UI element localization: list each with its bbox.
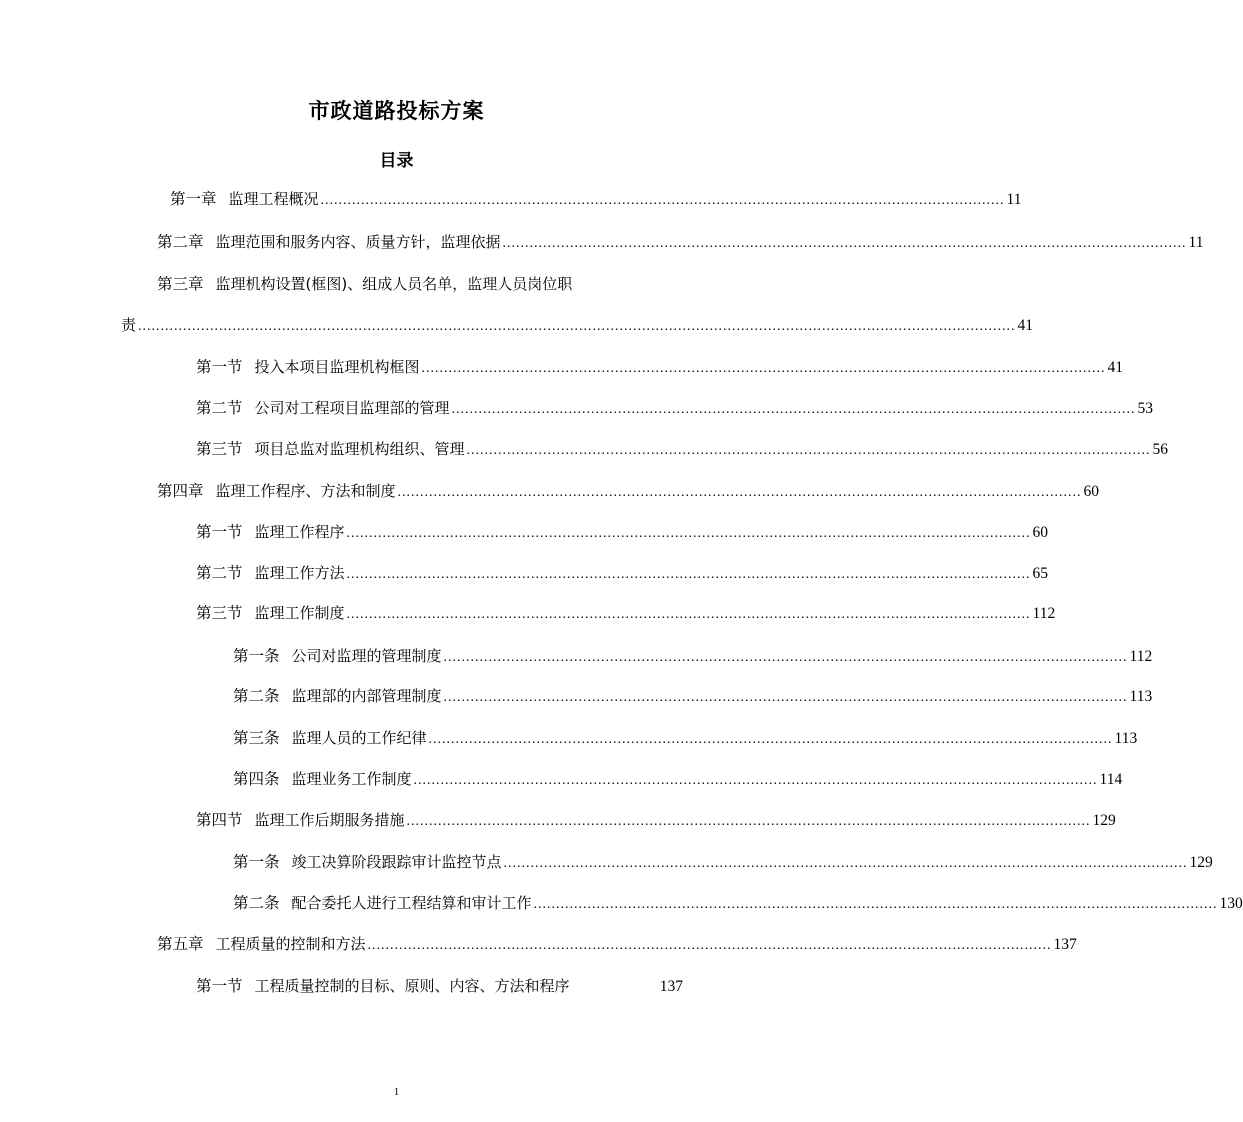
toc-entry-label: 第二条: [233, 687, 280, 705]
toc-entry-text: 公司对监理的管理制度: [291, 647, 442, 665]
toc-entry-chapter-4[interactable]: [157, 479, 1100, 503]
toc-entry-text: 工程质量控制的目标、原则、内容、方法和程序: [254, 977, 570, 995]
toc-entry-chapter-3-continued[interactable]: [121, 314, 1034, 338]
toc-entry-text: 监理工作后期服务措施: [254, 811, 405, 829]
toc-entry-text: 监理机构设置(框图)、组成人员名单，监理人员岗位职: [215, 275, 573, 293]
toc-entry-page: 130: [1219, 895, 1243, 912]
toc-entry-page: 60: [1032, 524, 1049, 541]
toc-entry-text: 公司对工程项目监理部的管理: [254, 399, 450, 417]
toc-entry-chapter-2[interactable]: [157, 230, 1204, 254]
toc-entry-page: 53: [1137, 400, 1154, 417]
toc-entry-chapter-1[interactable]: [170, 187, 1022, 211]
toc-entry-label: 第一节: [196, 523, 243, 541]
toc-entry-text: 监理工程概况: [228, 190, 319, 208]
toc-leader-dots: ........................................................................................................................................................: [406, 814, 1091, 829]
toc-entry-chapter-5[interactable]: [157, 932, 1077, 956]
toc-entry-page: 129: [1189, 854, 1213, 871]
toc-leader-dots: ...................................................................................................................................................................................................: [138, 319, 1016, 334]
toc-entry-label: 第二条: [233, 894, 280, 912]
toc-entry-label: 第二节: [196, 399, 243, 417]
toc-entry-label: 第一节: [196, 977, 243, 995]
toc-leader-dots: ........................................................................................................................................................: [443, 690, 1128, 705]
toc-entry-label: 第二章: [157, 233, 204, 251]
toc-entry-label: 第三节: [196, 440, 243, 458]
toc-entry-label: 第一章: [170, 190, 217, 208]
toc-leader-dots: ........................................................................................................................................................: [503, 856, 1188, 871]
toc-entry-article[interactable]: [233, 891, 1243, 915]
toc-entry-section[interactable]: [196, 520, 1049, 544]
page-number-footer: 1: [393, 1086, 400, 1098]
toc-heading: 目录: [379, 151, 414, 171]
toc-entry-page: 114: [1099, 771, 1123, 788]
toc-leader-dots: ........................................................................................................................................................: [428, 732, 1113, 747]
toc-leader-dots: ........................................................................................................................................................: [502, 236, 1187, 251]
toc-entry-label: 第三章: [157, 275, 204, 293]
toc-entry-page: 137: [1053, 936, 1077, 953]
toc-entry-label: 第二节: [196, 564, 243, 582]
toc-entry-article[interactable]: [233, 850, 1213, 874]
toc-entry-page: 112: [1129, 648, 1153, 665]
toc-entry-section[interactable]: [196, 601, 1056, 625]
toc-entry-text: 监理人员的工作纪律: [291, 729, 427, 747]
toc-entry-article[interactable]: [233, 726, 1138, 750]
toc-entry-page: 112: [1032, 605, 1056, 622]
toc-entry-article[interactable]: [233, 684, 1153, 708]
toc-entry-label: 第一节: [196, 358, 243, 376]
toc-leader-dots: ........................................................................................................................................................: [413, 773, 1098, 788]
toc-leader-dots: ........................................................................................................................................................: [346, 567, 1031, 582]
toc-leader-dots: ........................................................................................................................................................: [421, 361, 1106, 376]
toc-entry-page: 60: [1083, 483, 1100, 500]
toc-leader-dots: ........................................................................................................................................................: [346, 607, 1031, 622]
toc-entry-text: 项目总监对监理机构组织、管理: [254, 440, 465, 458]
toc-leader-dots: ........................................................................................................................................................: [320, 193, 1005, 208]
toc-entry-page: 113: [1129, 688, 1153, 705]
document-title: 市政道路投标方案: [308, 99, 485, 123]
toc-entry-text: 工程质量的控制和方法: [215, 935, 366, 953]
toc-entry-text: 监理业务工作制度: [291, 770, 412, 788]
toc-entry-text: 监理工作程序、方法和制度: [215, 482, 396, 500]
toc-entry-page: 11: [1006, 191, 1022, 208]
toc-entry-label: 第四章: [157, 482, 204, 500]
toc-entry-page: 65: [1032, 565, 1049, 582]
toc-entry-section[interactable]: [196, 561, 1049, 585]
toc-entry-text: 监理工作制度: [254, 604, 345, 622]
toc-entry-label: 第三条: [233, 729, 280, 747]
toc-entry-text: 监理工作程序: [254, 523, 345, 541]
toc-entry-page: 56: [1152, 441, 1169, 458]
toc-entry-text: 监理工作方法: [254, 564, 345, 582]
toc-entry-text: 投入本项目监理机构框图: [254, 358, 420, 376]
toc-entry-label: 第三节: [196, 604, 243, 622]
toc-leader-dots: ........................................................................................................................................................: [533, 897, 1218, 912]
toc-entry-page: 11: [1188, 234, 1204, 251]
toc-leader-dots: ........................................................................................................................................................: [451, 402, 1136, 417]
toc-entry-page: 137: [659, 978, 683, 995]
toc-entry-text: 竣工决算阶段跟踪审计监控节点: [291, 853, 502, 871]
toc-entry-label: 第一条: [233, 853, 280, 871]
toc-leader-dots: ........................................................................................................................................................: [346, 526, 1031, 541]
toc-entry-page: 129: [1092, 812, 1116, 829]
toc-entry-label: 第一条: [233, 647, 280, 665]
toc-entry-text: 配合委托人进行工程结算和审计工作: [291, 894, 532, 912]
toc-leader-dots: ........................................................................................................................................................: [466, 443, 1151, 458]
toc-entry-section[interactable]: [196, 437, 1169, 461]
toc-entry-section[interactable]: [196, 808, 1116, 832]
toc-entry-page: 41: [1107, 359, 1124, 376]
toc-entry-text: 监理部的内部管理制度: [291, 687, 442, 705]
toc-entry-article[interactable]: [233, 767, 1123, 791]
toc-leader-dots: ........................................................................................................................................................: [397, 485, 1082, 500]
toc-entry-text: 责: [121, 316, 137, 334]
toc-entry-text: 监理范围和服务内容、质量方针，监理依据: [215, 233, 501, 251]
toc-entry-label: 第四节: [196, 811, 243, 829]
toc-entry-chapter-3[interactable]: [157, 272, 672, 296]
toc-entry-label: 第四条: [233, 770, 280, 788]
toc-entry-page: 113: [1114, 730, 1138, 747]
toc-entry-section[interactable]: [196, 355, 1124, 379]
toc-entry-section[interactable]: [196, 974, 683, 998]
toc-entry-page: 41: [1017, 317, 1034, 334]
toc-entry-label: 第五章: [157, 935, 204, 953]
toc-leader-dots: ........................................................................................................................................................: [367, 938, 1052, 953]
toc-entry-article[interactable]: [233, 644, 1153, 668]
toc-leader-dots: ........................................................................................................................................................: [443, 650, 1128, 665]
toc-entry-section[interactable]: [196, 396, 1154, 420]
